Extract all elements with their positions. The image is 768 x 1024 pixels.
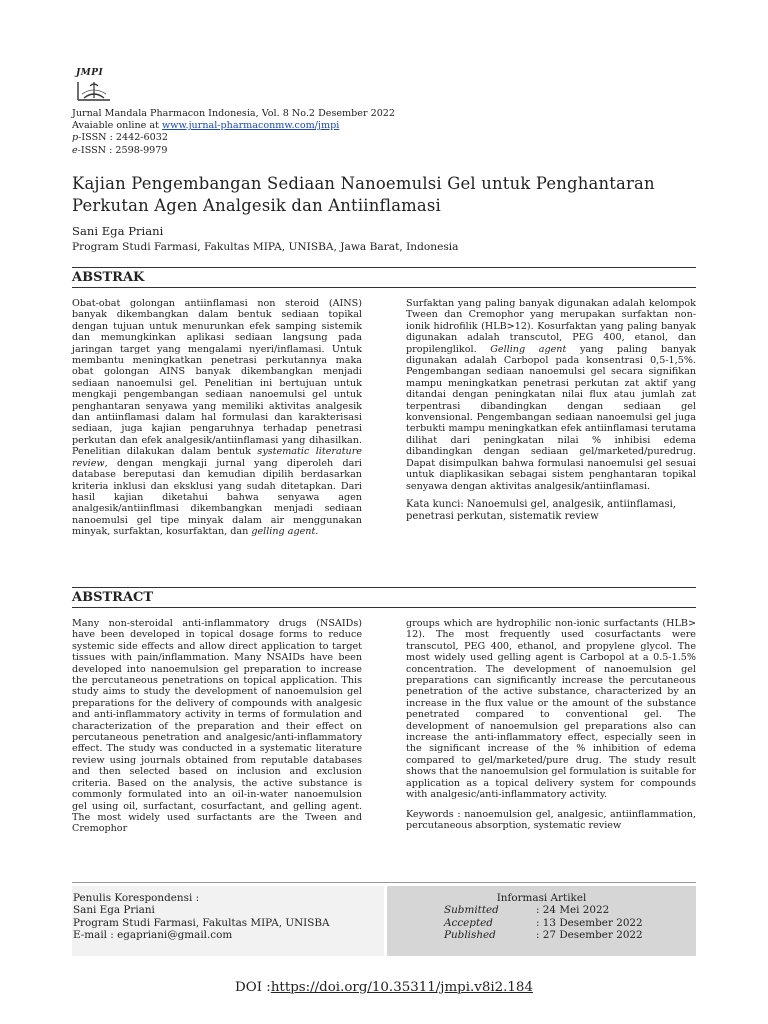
doi-line <box>0 980 768 995</box>
abstract-paragraph-1: Many non-steroidal anti-inflammatory drugs (NSAIDs) have been developed in topical dosage forms to reduce systemic side effects and allow direct application to target tissues with pain/inflammation. Many NSAIDs have been developed into nanoemulsion gel preparation to increase the percutaneous penetrations on topical application. This study aims to study the development of nanoemulsion gel preparations for the delivery of compounds with analgesic and anti-inflammatory activity in terms of formulation and characterization of the preparation and their effect on percutaneous penetration and analgesic/anti-inflammatory effect. The study was conducted in a systematic literature review using journals obtained from reputable databases and then selected based on inclusion and exclusion criteria. Based on the analysis, the active substance is commonly formulated into an oil-in-water nanoemulsion gel using oil, surfactant, cosurfactant, and gelling agent. The most widely used surfactants are the Tween and Cremophor <box>72 618 362 835</box>
eissn-label: e- <box>72 144 81 156</box>
journal-citation: Jurnal Mandala Pharmacon Indonesia, Vol. 8 No.2 Desember 2022 <box>72 108 396 119</box>
logo-text: JMPI <box>76 68 104 78</box>
correspondence-name: Sani Ega Priani <box>73 904 155 917</box>
logo-emblem-icon <box>72 68 116 108</box>
author-affiliation: Program Studi Farmasi, Fakultas MIPA, UNISBA, Jawa Barat, Indonesia <box>72 241 459 253</box>
article-info-title: Informasi Artikel <box>496 892 587 904</box>
abstrak-paragraph-2 <box>406 298 696 492</box>
info-value: : 27 Desember 2022 <box>536 929 643 942</box>
info-value: : 24 Mei 2022 <box>536 904 610 917</box>
abstrak-italic-2: gelling agent <box>251 526 316 538</box>
eissn-value: ISSN : 2598-9979 <box>80 144 168 156</box>
abstrak-paragraph-1 <box>72 298 362 538</box>
correspondence-label: Penulis Korespondensi : <box>73 892 200 904</box>
abstrak-text-b: , dengan mengkaji jurnal yang diperoleh dari database bereputasi dan kemudian dipilih berdasarkan kriteria inklusi dan eksklusi yang sudah ditetapkan. Dari hasil kajian diketahui bahwa senyawa agen analgesik/antiinflmasi dikembangkan menjadi sediaan nanoemulsi gel tipe minyak dalam air menggunakan minyak, surfaktan, kosurfaktan, dan <box>72 457 362 538</box>
journal-website-link[interactable]: www.jurnal-pharmaconmw.com/jmpi <box>162 120 340 132</box>
info-row-submitted <box>387 904 696 916</box>
abstrak-heading: ABSTRAK <box>72 267 696 288</box>
info-label: Submitted <box>444 904 499 917</box>
info-value: : 13 Desember 2022 <box>536 916 643 929</box>
abstrak-text-c: . <box>315 526 319 538</box>
doi-prefix: DOI : <box>235 980 271 995</box>
abstrak-italic-3: Gelling agent <box>490 343 567 355</box>
article-info-box <box>387 886 696 956</box>
abstrak-text-a: Obat-obat golongan antiinflamasi non steroid (AINS) banyak dikembangkan dalam bentuk sediaan topikal dengan tujuan untuk menurunkan efek samping sistemik dan memungkinkan aplikasi sediaan langsung pada jaringan target yang mengalami nyeri/inflamasi. Untuk membantu meningkatkan penetrasi perkutannya maka obat golongan AINS banyak dikembangkan menjadi sediaan nanoemulsi gel. Penelitian ini bertujuan untuk mengkaji pengembangan sediaan nanoemulsi gel untuk penghantaran senyawa yang memiliki aktivitas analgesik dan antiinflamasi dalam hal formulasi dan karakterisasi sediaan, juga kajian pengaruhnya terhadap penetrasi perkutan dan efek analgesik/antiinflamasi yang dihasilkan. Penelitian dilakukan dalam bentuk <box>72 298 362 458</box>
pissn-value: ISSN : 2442-6032 <box>81 132 168 144</box>
info-label: Accepted <box>444 916 493 929</box>
correspondence-affiliation: Program Studi Farmasi, Fakultas MIPA, UNISBA <box>73 916 330 929</box>
abstract-heading: ABSTRACT <box>72 587 696 608</box>
journal-pissn <box>72 132 395 144</box>
abstrak-right-column <box>406 298 696 523</box>
abstract-paragraph-2: groups which are hydrophilic non-ionic surfactants (HLB> 12). The most frequently used cosurfactants were transcutol, PEG 400, ethanol, and propylene glycol. The most widely used gelling agent is Carbopol at a 0.5-1.5% concentration. The development of nanoemulsion gel preparations can significantly increase the percutaneous penetration of the active substance, characterized by an increase in the flux value or the amount of the substance penetrated compared to conventional gel. The development of nanoemulsion gel preparations also can increase the anti-inflammatory effect, especially seen in the significant increase of the % inhibition of edema compared to gel/marketed/pure drug. The study result shows that the nanoemulsion gel formulation is suitable for application as a topical delivery system for compounds with analgesic/anti-inflammatory activity. <box>406 618 696 801</box>
abstract-left-column <box>72 618 362 835</box>
article-title: Kajian Pengembangan Sediaan Nanoemulsi Gel untuk Penghantaran Perkutan Agen Analgesik dan Antiinflamasi <box>72 174 655 215</box>
footer-divider <box>72 882 696 883</box>
author-name: Sani Ega Priani <box>72 224 164 238</box>
abstrak-text-e: yang paling banyak digunakan adalah Carbopol pada konsentrasi 0,5-1,5%. Pengembangan sediaan nanoemulsi gel secara signifikan mampu meningkatkan penetrasi perkutan zat aktif yang ditandai dengan peningkatan nilai flux atau jumlah zat terpentrasi dibandingkan dengan sediaan gel konvensional. Pengembangan sediaan nanoemulsi gel juga terbukti mampu meningkatkan efek antiinflamasi terutama dilihat dari peningkatan nilai % inhibisi edema dibandingkan dengan sediaan gel/marketed/puredrug. Dapat disimpulkan bahwa formulasi nanoemulsi gel sesuai untuk diaplikasikan sebagai sistem penghantaran topikal senyawa dengan aktivitas analgesik/antiinflamasi. <box>406 343 696 492</box>
abstract-keywords: Keywords : nanoemulsion gel, analgesic, antiinflammation, percutaneous absorption, systematic review <box>406 808 696 831</box>
correspondence-box <box>72 886 384 956</box>
abstrak-keywords: Kata kunci: Nanoemulsi gel, analgesik, antiinflamasi, penetrasi perkutan, sistematik review <box>406 498 676 522</box>
info-row-accepted <box>387 917 696 929</box>
journal-info <box>72 108 395 157</box>
abstrak-left-column <box>72 298 362 538</box>
online-prefix: Avaiable online at <box>72 120 163 132</box>
doi-link[interactable]: https://doi.org/10.35311/jmpi.v8i2.184 <box>270 980 533 995</box>
correspondence-email: E-mail : egapriani@gmail.com <box>73 929 233 942</box>
info-label: Published <box>444 929 496 942</box>
pissn-label: p- <box>72 132 82 144</box>
abstract-right-column <box>406 618 696 831</box>
journal-eissn <box>72 145 395 157</box>
abstrak-text-d: Surfaktan yang paling banyak digunakan adalah kelompok Tween dan Cremophor yang merupakan surfaktan non-ionik hidrofilik (HLB>12). Kosurfaktan yang paling banyak digunakan adalah transcutol, PEG 400, etanol, dan propilenglikol. <box>406 298 696 355</box>
info-row-published <box>387 929 696 941</box>
journal-logo <box>72 68 116 108</box>
abstrak-italic-1: systematic literature review <box>72 446 362 469</box>
journal-online <box>72 120 395 132</box>
